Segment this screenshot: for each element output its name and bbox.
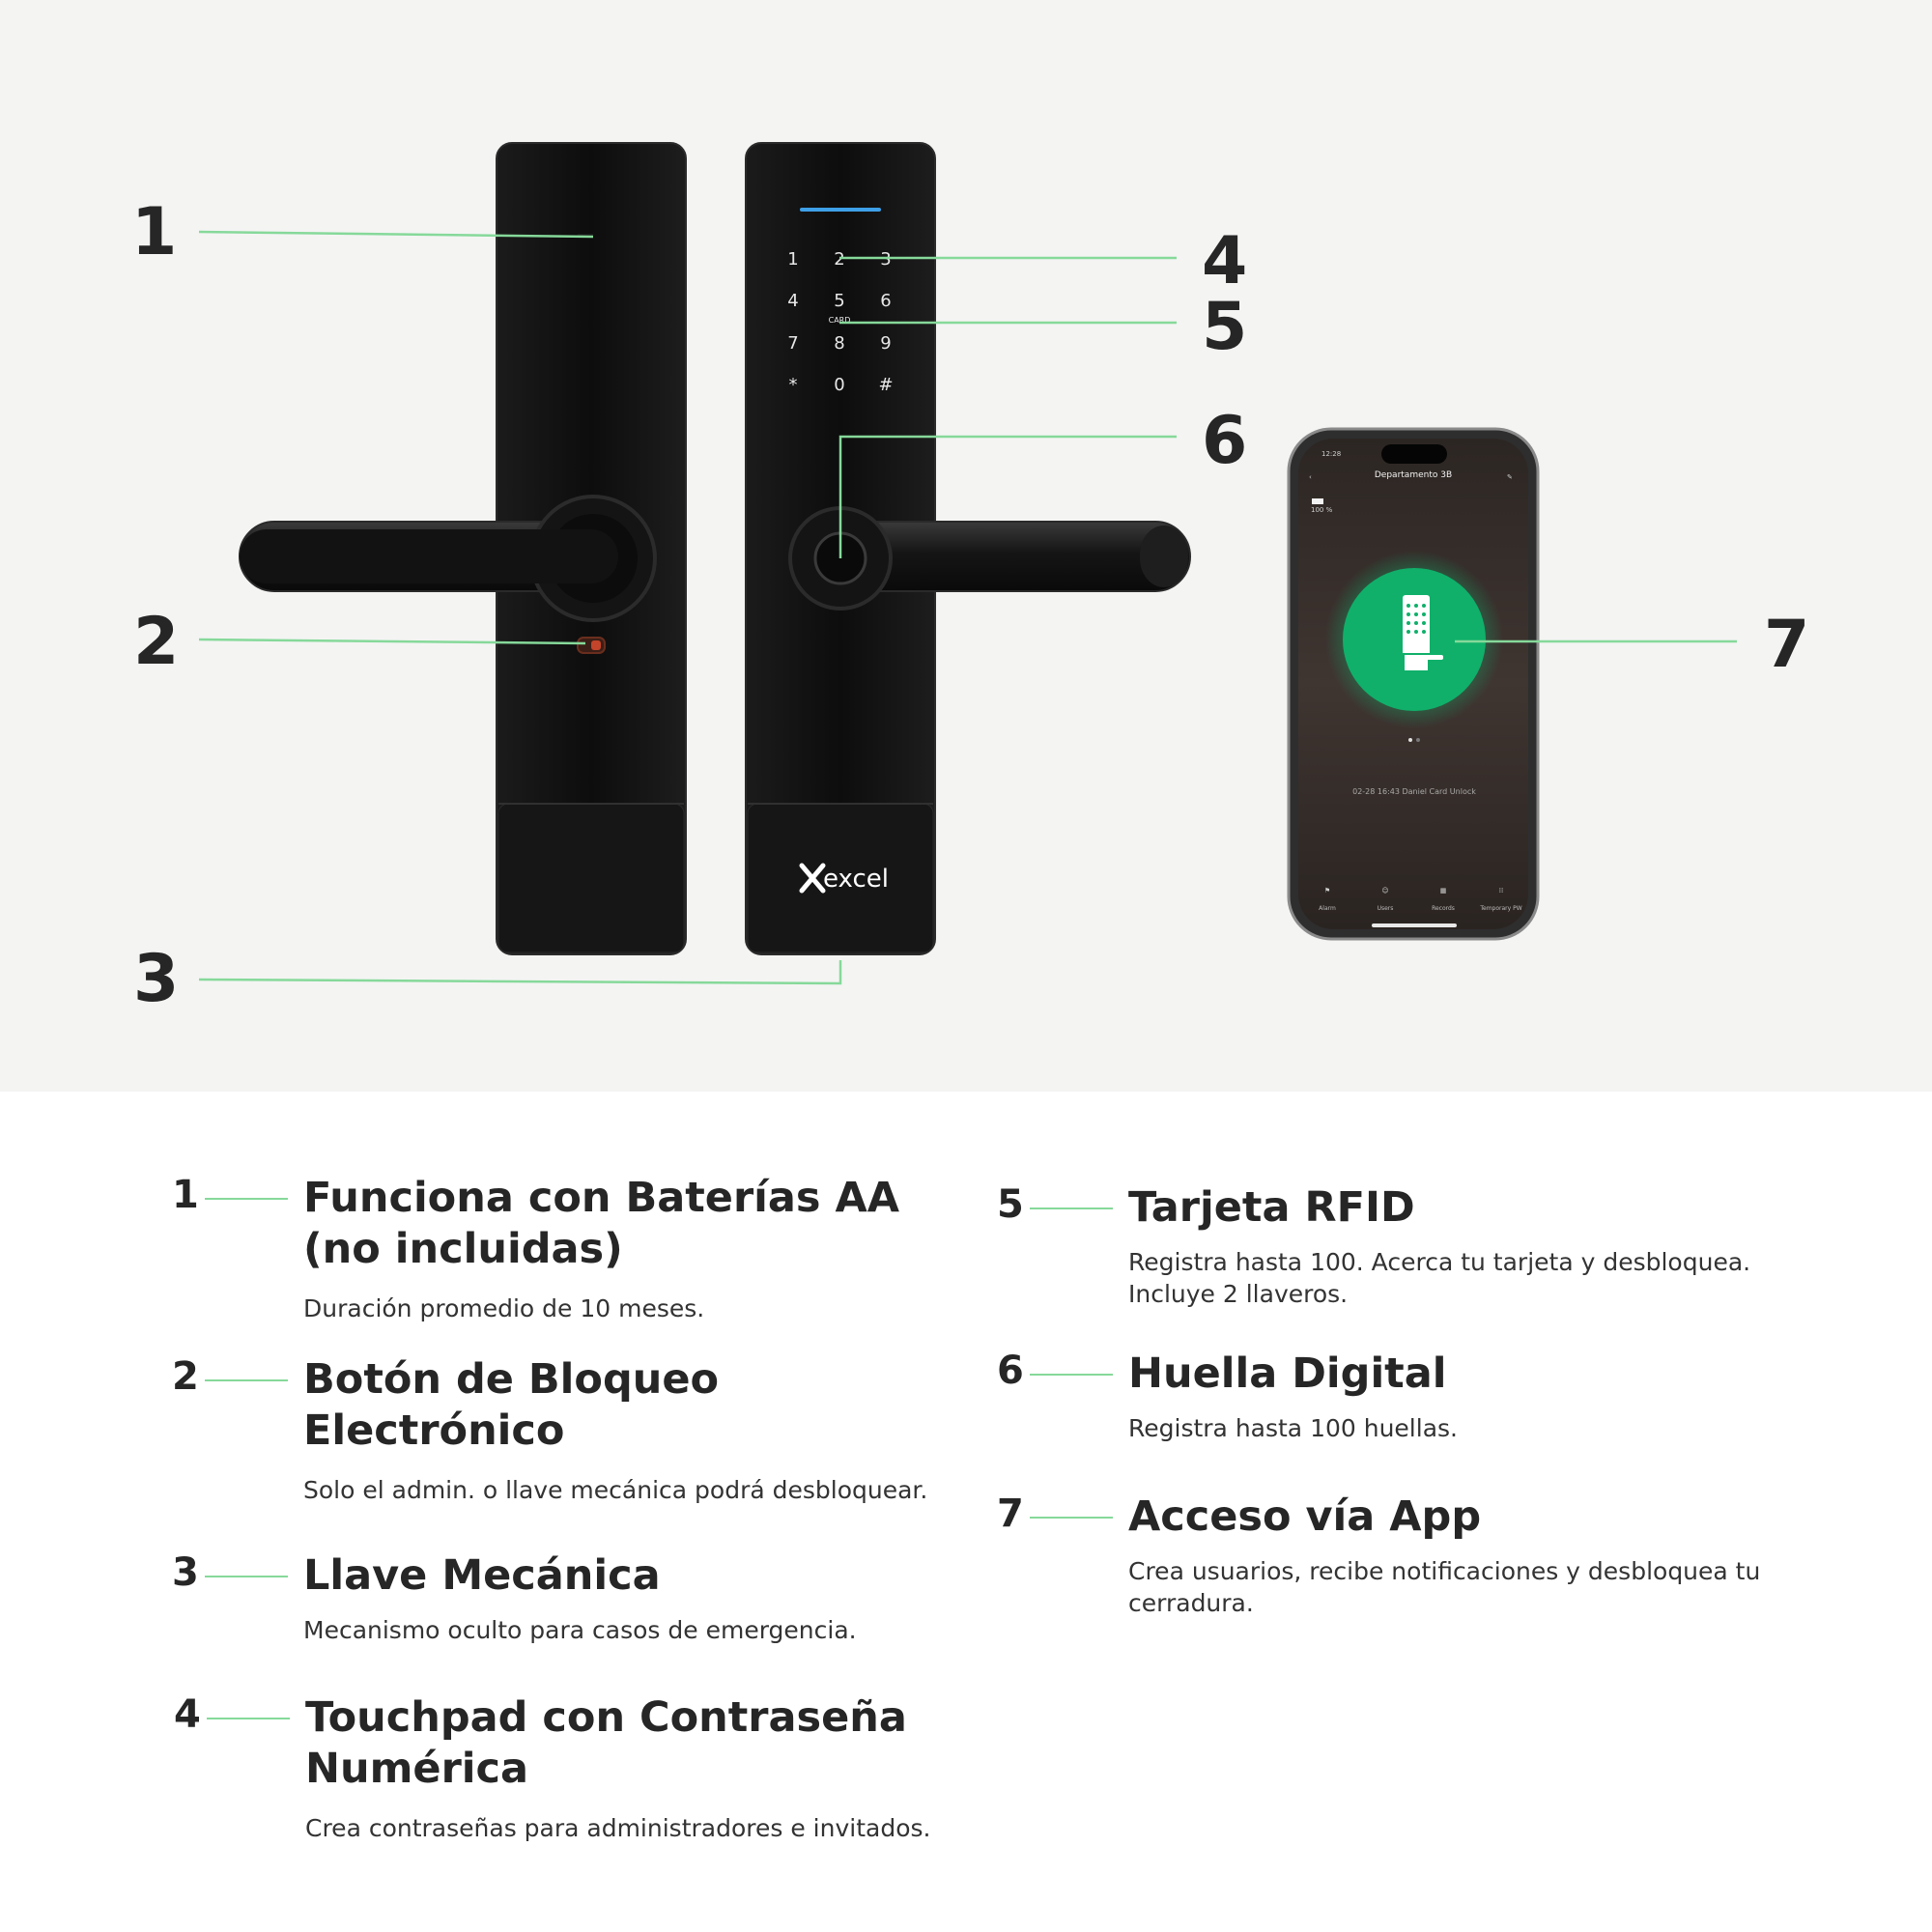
keypad-key: 7 [787,333,799,354]
keypad-key: 2 [834,249,845,270]
feature-description: Registra hasta 100. Acerca tu tarjeta y desbloquea. Incluye 2 llaveros. [1128,1248,1751,1308]
callout-number-1: 1 [131,194,178,270]
lock-button-icon [578,638,605,653]
temporary-pw-icon: ⁞⁞ [1498,887,1504,895]
callout-number-7: 7 [1764,607,1810,683]
svg-text:excel: excel [823,865,889,894]
feature-rule [207,1718,290,1719]
feature-rule [205,1576,288,1577]
feature-title: Touchpad con Contraseña Numérica [305,1693,907,1793]
status-light-icon [800,208,881,212]
edit-icon: ✎ [1507,473,1513,481]
lock-front-handle [790,508,1190,609]
callout-number-5: 5 [1202,289,1248,365]
feature-rule [1030,1374,1113,1376]
feature-number: 5 [997,1182,1024,1227]
feature-rule [205,1379,288,1381]
callout-number-4: 4 [1202,223,1248,299]
keypad-key: 3 [880,249,892,270]
feature-number: 1 [172,1173,199,1217]
feature-number: 7 [997,1492,1024,1536]
callout-number-2: 2 [133,604,180,680]
keypad-key: 5 [834,291,845,311]
alarm-icon: ⚑ [1323,887,1331,895]
nav-records[interactable]: Records [1432,905,1455,912]
back-icon: ‹ [1309,473,1312,481]
feature-title: Acceso vía App [1128,1492,1482,1541]
activity-log: 02-28 16:43 Daniel Card Unlock [1352,787,1476,796]
feature-rule [205,1198,288,1200]
keypad-key: 6 [880,291,892,311]
callout-number-6: 6 [1202,403,1248,479]
feature-title: Funciona con Baterías AA (no incluidas) [303,1174,900,1273]
callout-number-3: 3 [133,941,180,1017]
feature-number: 4 [174,1692,201,1737]
lock-back-handle [240,497,655,620]
phone-time: 12:28 [1321,450,1342,458]
feature-description: Crea usuarios, recibe notificaciones y desbloquea tu cerradura. [1128,1557,1761,1617]
phone-title: Departamento 3B [1374,470,1453,480]
keypad-key: 4 [787,291,799,311]
feature-description: Solo el admin. o llave mecánica podrá desbloquear. [303,1476,928,1504]
feature-title: Huella Digital [1128,1350,1447,1398]
keypad-key: * [788,375,798,395]
keypad-key: 0 [834,375,845,395]
feature-title: Botón de Bloqueo Electrónico [303,1355,720,1455]
callout-line-3 [199,960,840,983]
feature-description: Duración promedio de 10 meses. [303,1294,705,1322]
users-icon: ☺ [1381,887,1389,895]
phone-mockup [1289,429,1538,939]
feature-description: Crea contraseñas para administradores e invitados. [305,1814,931,1842]
feature-description: Registra hasta 100 huellas. [1128,1414,1458,1442]
keypad-key: 9 [880,333,892,354]
records-icon: ▦ [1439,887,1447,895]
nav-temporary-pw[interactable]: Temporary PW [1480,905,1522,912]
battery-icon [1312,498,1323,504]
feature-description: Mecanismo oculto para casos de emergencia. [303,1616,857,1644]
feature-number: 2 [172,1354,199,1399]
feature-title: Llave Mecánica [303,1551,661,1600]
battery-level: 100 % [1311,506,1333,514]
feature-number: 6 [997,1349,1024,1393]
feature-rule [1030,1208,1113,1209]
keypad-key: 1 [787,249,799,270]
feature-number: 3 [172,1550,199,1595]
nav-alarm[interactable]: Alarm [1319,905,1336,912]
feature-rule [1030,1517,1113,1519]
card-reader-label: CARD [828,316,851,325]
keypad-key: 8 [834,333,845,354]
keypad-key: # [878,375,894,395]
nav-users[interactable]: Users [1377,905,1394,912]
feature-title: Tarjeta RFID [1128,1183,1415,1232]
